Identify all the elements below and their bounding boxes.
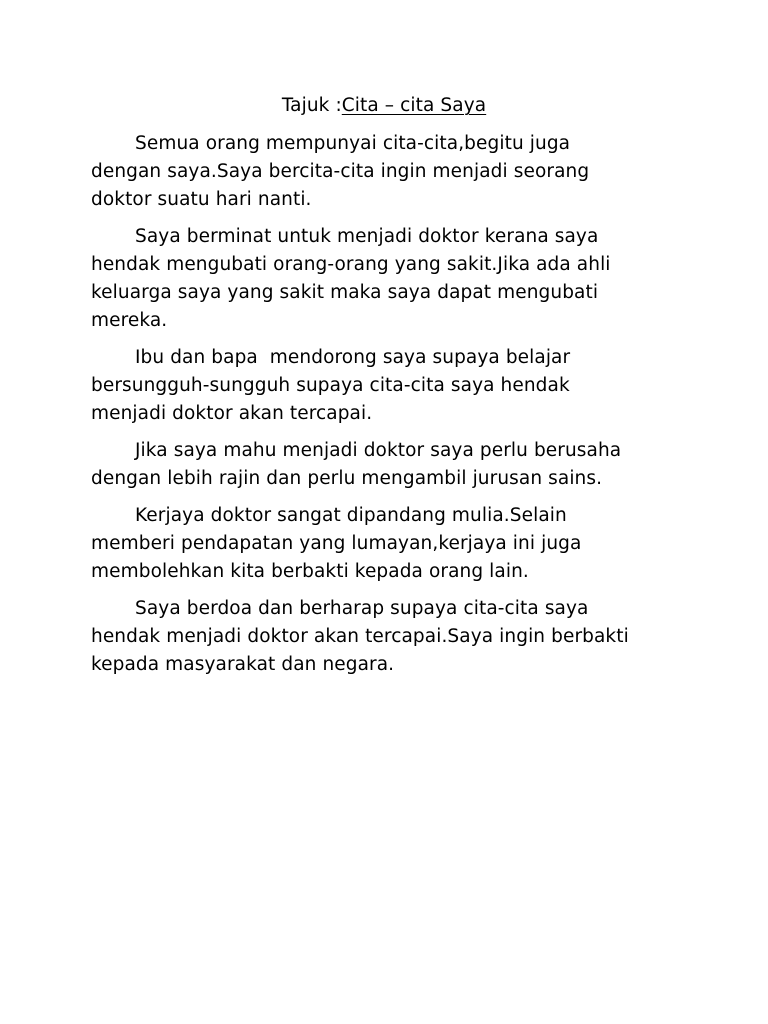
paragraph-4 xyxy=(91,437,681,493)
paragraph-line: Kerjaya doktor sangat dipandang mulia.Selain xyxy=(135,505,567,526)
paragraph-5 xyxy=(91,502,681,586)
paragraph-line: Jika saya mahu menjadi doktor saya perlu berusaha xyxy=(135,440,622,461)
paragraph-line: Ibu dan bapa mendorong saya supaya belajar xyxy=(135,347,571,368)
paragraph-6 xyxy=(91,595,681,679)
paragraph-line: Saya berminat untuk menjadi doktor kerana saya xyxy=(135,226,599,247)
paragraph-3 xyxy=(91,344,681,428)
paragraph-line: Saya berdoa dan berharap supaya cita-cita saya xyxy=(135,598,589,619)
paragraph-line: dengan lebih rajin dan perlu mengambil jurusan sains. xyxy=(91,468,603,489)
paragraph-line: keluarga saya yang sakit maka saya dapat mengubati xyxy=(91,282,599,303)
paragraph-line: doktor suatu hari nanti. xyxy=(91,189,312,210)
paragraph-line: Semua orang mempunyai cita-cita,begitu juga xyxy=(135,133,571,154)
paragraph-2 xyxy=(91,223,681,335)
title-main: Cita – cita Saya xyxy=(341,95,487,116)
paragraph-line: dengan saya.Saya bercita-cita ingin menjadi seorang xyxy=(91,161,590,182)
title-prefix: Tajuk : xyxy=(281,95,342,116)
paragraph-line: menjadi doktor akan tercapai. xyxy=(91,403,373,424)
paragraph-line: memberi pendapatan yang lumayan,kerjaya ini juga xyxy=(91,533,582,554)
paragraph-1 xyxy=(91,130,681,214)
document-title xyxy=(0,93,768,119)
essay-body xyxy=(91,130,681,688)
paragraph-line: mereka. xyxy=(91,310,168,331)
paragraph-line: hendak menjadi doktor akan tercapai.Saya ingin berbakti xyxy=(91,626,629,647)
paragraph-line: bersungguh-sungguh supaya cita-cita saya hendak xyxy=(91,375,570,396)
paragraph-line: kepada masyarakat dan negara. xyxy=(91,654,395,675)
paragraph-line: hendak mengubati orang-orang yang sakit.Jika ada ahli xyxy=(91,254,611,275)
paragraph-line: membolehkan kita berbakti kepada orang lain. xyxy=(91,561,529,582)
